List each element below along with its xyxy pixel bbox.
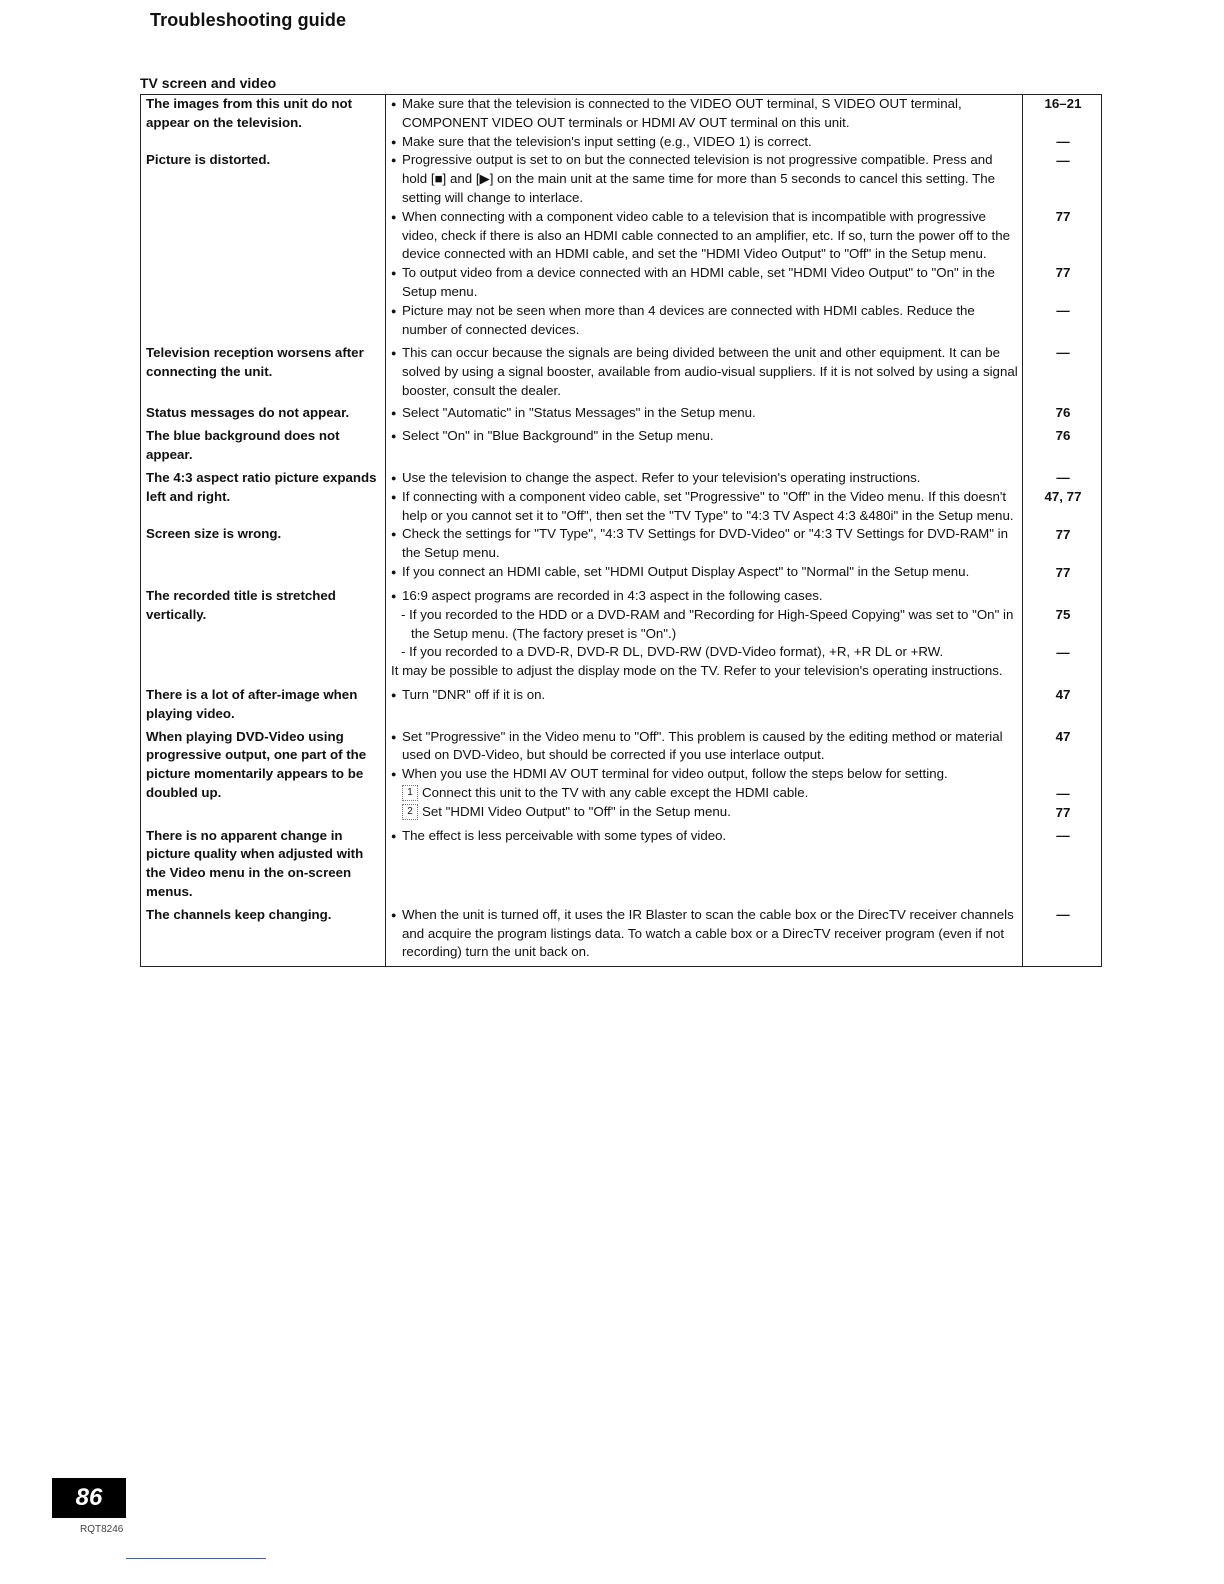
solution-cell	[386, 587, 1023, 686]
solution-item	[391, 803, 1019, 822]
problem-cell	[141, 587, 386, 686]
solution-item	[391, 643, 1019, 662]
solution-bullet-item	[391, 686, 1019, 705]
problem-cell	[141, 404, 386, 427]
page-reference: 76	[1055, 428, 1071, 444]
page-reference-cell	[1023, 469, 1102, 587]
solution-text: - If you recorded to a DVD-R, DVD-R DL, DVD-RW (DVD-Video format), +R, +R DL or +RW.	[401, 644, 944, 660]
table-row	[141, 587, 1102, 686]
page-reference-cell	[1023, 827, 1102, 906]
solution-bullet-item	[391, 427, 1019, 446]
problem-text: Picture is distorted.	[146, 152, 271, 168]
problem-text: The blue background does not appear.	[146, 428, 340, 463]
page-reference: 47, 77	[1044, 488, 1082, 504]
page-reference-cell	[1023, 728, 1102, 827]
problem-text: The 4:3 aspect ratio picture expands left and right.	[146, 469, 377, 504]
page-reference: —	[1056, 345, 1070, 360]
solution-text: When the unit is turned off, it uses the IR Blaster to scan the cable box or the DirecTV receiver channels and acquire the program listings data. To watch a cable box or a DirecTV receiver program (even if not recording) turn the unit back on.	[402, 906, 1014, 960]
problem-cell	[141, 827, 386, 906]
step-number-icon: 1	[402, 785, 418, 801]
solution-text: Make sure that the television's input setting (e.g., VIDEO 1) is correct.	[402, 133, 812, 149]
page-reference: 16–21	[1044, 96, 1082, 111]
solution-text: The effect is less perceivable with some types of video.	[402, 827, 727, 843]
troubleshooting-table	[140, 94, 1102, 967]
solution-text: 16:9 aspect programs are recorded in 4:3 aspect in the following cases.	[402, 587, 823, 603]
problem-text: The images from this unit do not appear on the television.	[146, 96, 353, 130]
solution-cell	[386, 95, 1023, 345]
page-reference: —	[1056, 134, 1070, 149]
solution-bullet-item	[391, 344, 1019, 400]
table-row	[141, 906, 1102, 967]
page-reference: 77	[1055, 564, 1071, 580]
solution-cell	[386, 469, 1023, 587]
solution-bullet-item	[391, 563, 1019, 582]
solution-bullet-item	[391, 488, 1019, 526]
solution-text: If connecting with a component video cable, set "Progressive" to "Off" in the Video menu. If this doesn't help or you cannot set it to "Off", then set the "TV Type" to "4:3 TV Aspect 4:3 &480i" in the Setup menu.	[402, 488, 1014, 523]
solution-text: Select "On" in "Blue Background" in the Setup menu.	[402, 428, 714, 444]
table-row	[141, 728, 1102, 827]
page-reference-cell	[1023, 906, 1102, 967]
page-title: Troubleshooting guide	[150, 10, 347, 30]
solution-bullet-item	[391, 264, 1019, 302]
solution-text: Set "HDMI Video Output" to "Off" in the Setup menu.	[422, 803, 731, 819]
problem-text: There is no apparent change in picture quality when adjusted with the Video menu in the on-screen menus.	[146, 827, 364, 899]
page-reference	[1028, 663, 1098, 682]
solution-text: Connect this unit to the TV with any cable except the HDMI cable.	[422, 784, 809, 800]
page-reference-cell	[1023, 587, 1102, 686]
solution-text: To output video from a device connected with an HDMI cable, set "HDMI Video Output" to "On" in the Setup menu.	[402, 265, 995, 299]
solution-bullet-item	[391, 469, 1019, 488]
solution-cell	[386, 404, 1023, 427]
page-reference: 77	[1055, 265, 1071, 280]
solution-item	[391, 662, 1019, 681]
problem-cell	[141, 906, 386, 967]
page-reference-cell	[1023, 95, 1102, 345]
solution-text: Make sure that the television is connected to the VIDEO OUT terminal, S VIDEO OUT terminal, COMPONENT VIDEO OUT terminals or HDMI AV OUT terminal on this unit.	[402, 96, 962, 130]
table-row	[141, 827, 1102, 906]
troubleshooting-table-body	[141, 95, 1102, 967]
page-reference: —	[1056, 469, 1070, 485]
solution-cell	[386, 728, 1023, 827]
page-reference: 76	[1055, 405, 1071, 421]
page-number: 86	[52, 1478, 126, 1518]
problem-cell	[141, 686, 386, 728]
solution-text: - If you recorded to the HDD or a DVD-RAM and "Recording for High-Speed Copying" was set to "On" in the Setup menu. (The factory preset is "On".)	[401, 606, 1014, 641]
solution-text: Picture may not be seen when more than 4 devices are connected with HDMI cables. Reduce the number of connected devices.	[402, 302, 975, 337]
solution-bullet-item	[391, 151, 1019, 207]
solution-bullet-item	[391, 827, 1019, 846]
page-reference: 47	[1055, 728, 1071, 744]
table-row	[141, 686, 1102, 728]
page-reference: —	[1056, 644, 1070, 660]
page-reference: —	[1056, 785, 1070, 801]
solution-text: Select "Automatic" in "Status Messages" in the Setup menu.	[402, 405, 756, 421]
solution-cell	[386, 827, 1023, 906]
problem-cell	[141, 344, 386, 404]
solution-bullet-item	[391, 728, 1019, 766]
solution-bullet-item	[391, 525, 1019, 563]
table-row	[141, 427, 1102, 469]
solution-bullet-item	[391, 302, 1019, 340]
page-reference-cell	[1023, 427, 1102, 469]
problem-text: Status messages do not appear.	[146, 405, 350, 421]
problem-text: Television reception worsens after connecting the unit.	[146, 345, 364, 379]
step-number-icon: 2	[402, 804, 418, 820]
page-reference: 47	[1055, 686, 1071, 702]
solution-text: Progressive output is set to on but the connected television is not progressive compatible. Press and hold [■] and [▶] on the main unit at the same time for more than 5 seconds to cancel this setting. The setting will change to interlace.	[402, 152, 996, 205]
problem-cell	[141, 95, 386, 345]
problem-text: Screen size is wrong.	[146, 526, 282, 542]
solution-cell	[386, 427, 1023, 469]
page-reference: 75	[1055, 606, 1071, 622]
page-reference: —	[1056, 303, 1070, 318]
page-reference: 77	[1055, 526, 1071, 542]
solution-text: Set "Progressive" in the Video menu to "Off". This problem is caused by the editing method or material used on DVD-Video, but should be corrected if you use interlace output.	[402, 728, 1003, 763]
page-reference: —	[1056, 906, 1070, 922]
page-reference: —	[1056, 827, 1070, 843]
solution-bullet-item	[391, 208, 1019, 264]
solution-bullet-item	[391, 765, 1019, 784]
solution-text: When you use the HDMI AV OUT terminal for video output, follow the steps below for setting.	[402, 766, 948, 782]
page-reference	[1028, 587, 1098, 606]
solution-bullet-item	[391, 404, 1019, 423]
problem-text: The recorded title is stretched vertically.	[146, 587, 336, 622]
solution-bullet-item	[391, 587, 1019, 606]
footer-rule	[126, 1558, 266, 1559]
page-reference: 77	[1055, 804, 1071, 820]
section-title: TV screen and video	[140, 75, 277, 91]
page-reference-cell	[1023, 404, 1102, 427]
problem-spacer	[146, 133, 382, 152]
solution-text: It may be possible to adjust the display mode on the TV. Refer to your television's operating instructions.	[391, 663, 1003, 679]
table-row	[141, 404, 1102, 427]
table-row	[141, 344, 1102, 404]
document-code: RQT8246	[80, 1524, 124, 1535]
solution-bullet-item	[391, 906, 1019, 962]
problem-cell	[141, 469, 386, 587]
table-row	[141, 469, 1102, 587]
page-reference	[1028, 766, 1098, 785]
problem-text: The channels keep changing.	[146, 906, 332, 922]
page-reference-cell	[1023, 344, 1102, 404]
problem-text: There is a lot of after-image when playing video.	[146, 686, 358, 721]
solution-item	[391, 784, 1019, 803]
solution-item	[391, 606, 1019, 644]
problem-cell	[141, 728, 386, 827]
problem-text: When playing DVD-Video using progressive output, one part of the picture momentarily appears to be doubled up.	[146, 728, 367, 800]
page-reference: —	[1056, 153, 1070, 168]
solution-text: Check the settings for "TV Type", "4:3 TV Settings for DVD-Video" or "4:3 TV Settings for DVD-RAM" in the Setup menu.	[402, 526, 1009, 561]
solution-text: This can occur because the signals are being divided between the unit and other equipment. It can be solved by using a signal booster, available from audio-visual suppliers. If it is not solved by using a signal booster, consult the dealer.	[402, 345, 1018, 398]
page-reference-cell	[1023, 686, 1102, 728]
table-row	[141, 95, 1102, 345]
solution-text: Turn "DNR" off if it is on.	[402, 686, 546, 702]
problem-spacer	[146, 507, 382, 526]
solution-cell	[386, 686, 1023, 728]
solution-cell	[386, 344, 1023, 404]
solution-cell	[386, 906, 1023, 967]
solution-text: When connecting with a component video cable to a television that is incompatible with progressive video, check if there is also an HDMI cable connected to an amplifier, etc. If so, turn the power off to the device connected with an HDMI cable, and set the "HDMI Video Output" to "Off" in the Setup menu.	[402, 208, 1011, 262]
solution-bullet-item	[391, 95, 1019, 133]
solution-text: If you connect an HDMI cable, set "HDMI Output Display Aspect" to "Normal" in the Setup menu.	[402, 563, 970, 579]
problem-cell	[141, 427, 386, 469]
solution-text: Use the television to change the aspect. Refer to your television's operating instructions.	[402, 469, 921, 485]
solution-bullet-item	[391, 133, 1019, 152]
page-reference: 77	[1055, 209, 1071, 224]
